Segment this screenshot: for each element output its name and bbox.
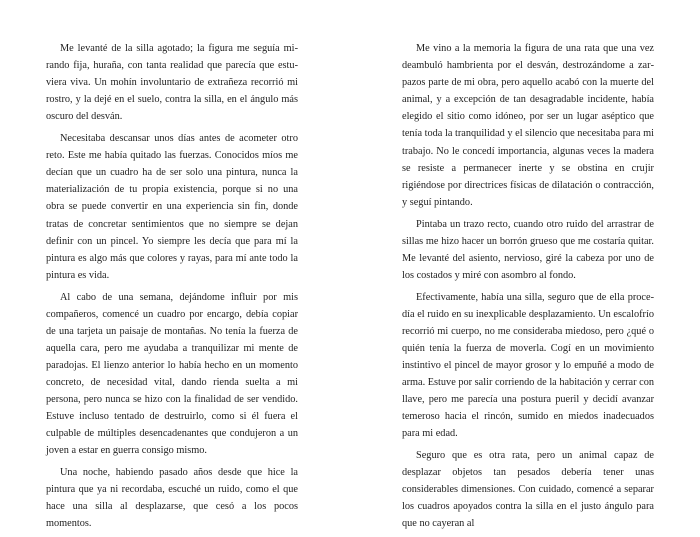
left-paragraph-2: Necesitaba descansar unos días antes de acometer otro reto. Este me había quitado las fuerzas. Conocidos míos me decían que un cuadro ha de ser solo una pintura, nunca la materialización de tu propia existencia, porque si no una obra se puede convertir en una experiencia sin fin, donde tratas de concretar sentimientos que no siempre se dejan definir con un pincel. Yo siempre les decía que para mí la pintura es algo más que colores y rayas, para mí ante todo la pintura es vida. — [46, 133, 298, 281]
right-page — [402, 40, 654, 537]
left-page — [46, 40, 298, 537]
right-paragraph-1: Me vino a la memoria la figura de una rata que una vez deambuló hambrienta por el desván, destrozándome a zarpazos parte de mi obra, pero aquello acabó con la muerte del animal, y a excepción de tan desagradable incidente, había elegido el sitio como idóneo, por ser un lugar aséptico que tenía toda la tranquilidad y el silencio que necesitaba para mi trabajo. No le concedí importancia, algunas veces la madera se resiste a permanecer inerte y se obstina en crujir rigiéndose por directrices físicas de dilatación o contracción, y seguí pintando. — [402, 43, 654, 208]
right-paragraph-3: Efectivamente, había una silla, seguro que de ella procedía el ruido en su inexplicable desplazamiento. Un escalofrío recorrió mi cuerpo, no me consideraba miedoso, pero ¿qué o quién tenía la fuerza de moverla. Cogí en un movimiento instintivo el pincel de mayor grosor y lo empuñé a modo de arma. Estuve por salir corriendo de la habitación y cerrar con llave, pero me parecía una postura pueril y decidí avanzar temeroso hacia el rincón, sumido en miedos inadecuados para mi edad. — [402, 291, 654, 440]
left-paragraph-3: Al cabo de una semana, dejándome influir por mis compañeros, comencé un cuadro por encargo, debía copiar de una tarjeta un paisaje de montañas. No tenía la fuerza de aquella cara, pero me ayudaba a tranquilizar mi mente de paradojas. El lienzo anterior lo había hecho en un momento concreto, de necesidad vital, dando rienda suelta a mi persona, pero nunca se hizo con la finalidad de ser vendido. Estuve incluso tentado de destruirlo, como si él fuera el culpable de múltiples desencadenantes que condujeron a un joven a estar en guerra consigo mismo. — [46, 291, 298, 457]
right-paragraph-2: Pintaba un trazo recto, cuando otro ruido del arrastrar de sillas me hizo hacer un borrón grueso que me costaría quitar. Me levanté del asiento, nervioso, giré la cabeza por uno de los costados y miré con asombro al fondo. — [402, 218, 654, 281]
right-paragraph-4: Seguro que es otra rata, pero un animal capaz de desplazar objetos tan pesados debería tener unas considerables dimensiones. Con cuidado, comencé a separar los cuadros apoyados contra la silla en el justo ángulo para que no cayeran al — [402, 449, 654, 530]
left-paragraph-4: Una noche, habiendo pasado años desde que hice la pintura que ya ni recordaba, escuché un ruido, como el que hace una silla al desplazarse, que cesó a los pocos momentos. — [46, 467, 298, 530]
left-paragraph-1: Me levanté de la silla agotado; la figura me seguía mirando fija, huraña, con tanta realidad que parecía que estuviera viva. Un mohín involuntario de extrañeza recorrió mi rostro, y la dejé en el suelo, contra la silla, en el ángulo más oscuro del desván. — [46, 43, 298, 123]
